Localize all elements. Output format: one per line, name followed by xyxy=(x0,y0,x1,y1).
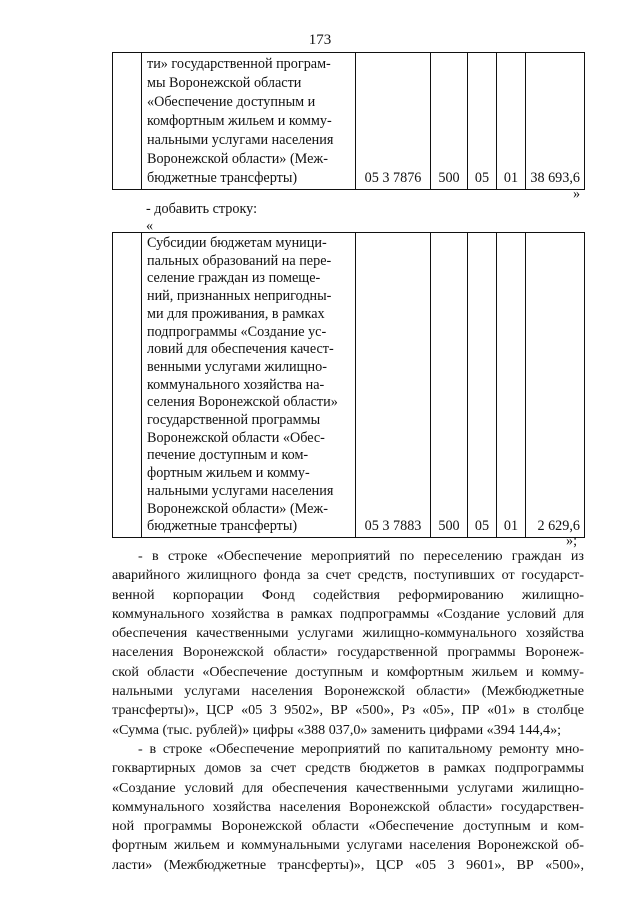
desc-line: коммунального хозяйства на- xyxy=(147,376,325,393)
desc-line: селения Воронежской области» xyxy=(147,394,338,411)
paragraph-line: коммунального хозяйства в рамках подпрограммы «Создание условий для xyxy=(112,605,584,622)
paragraph-line: «Создание условий для обеспечения качественными услугами жилищно- xyxy=(112,779,584,796)
amount-cell: 2 629,6 xyxy=(526,233,585,538)
paragraph-line: ласти» (Межбюджетные трансферты)», ЦСР «05 3 9601», ВР «500», xyxy=(112,856,584,873)
desc-line: подпрограммы «Создание ус- xyxy=(147,323,327,340)
amendment-paragraph xyxy=(112,547,584,740)
desc-line: Воронежской области «Обес- xyxy=(147,429,325,446)
vr-cell: 500 xyxy=(431,53,468,190)
desc-line: печение доступным и ком- xyxy=(147,447,309,464)
paragraph-line: фортным жильем и коммунальными услугами населения Воронежской об- xyxy=(112,837,584,854)
desc-line: комфортным жильем и комму- xyxy=(147,113,332,129)
table-row xyxy=(113,53,585,190)
add-row-instruction: - добавить строку: xyxy=(146,201,258,217)
page-number: 173 xyxy=(308,32,332,48)
desc-line: Воронежской области» (Меж- xyxy=(147,500,328,517)
desc-line: бюджетные трансферты) xyxy=(147,518,298,535)
paragraph-line: «Сумма (тыс. рублей)» цифры «388 037,0» заменить цифрами «394 144,4»; xyxy=(112,721,562,738)
empty-cell xyxy=(113,233,142,538)
paragraph-line: гоквартирных домов за счет средств бюджетов в рамках подпрограммы xyxy=(112,760,584,777)
rz-cell: 05 xyxy=(468,53,497,190)
paragraph-line: трансферты)», ЦСР «05 3 9502», ВР «500», Рз «05», ПР «01» в столбце xyxy=(112,702,584,719)
amount-cell: 38 693,6 xyxy=(526,53,585,190)
desc-line: нальными услугами населения xyxy=(147,482,334,499)
paragraph-line: обеспечения качественными услугами жилищно-коммунального хозяйства xyxy=(112,625,584,642)
close-quote: » xyxy=(573,186,581,202)
desc-line: мы Воронежской области xyxy=(147,75,302,91)
desc-line: государственной программы xyxy=(147,412,321,429)
paragraph-line: венной корпорации Фонд содействия реформированию жилищно- xyxy=(112,586,584,603)
pr-cell: 01 xyxy=(497,53,526,190)
desc-line: нальными услугами населения xyxy=(147,132,334,148)
paragraph-line: аварийного жилищного фонда за счет средств, поступивших от государст- xyxy=(112,567,584,584)
desc-line: «Обеспечение доступным и xyxy=(147,94,316,110)
desc-line: ний, признанных непригодны- xyxy=(147,288,332,305)
desc-line: пальных образований на пере- xyxy=(147,252,332,269)
csr-cell: 05 3 7883 xyxy=(356,233,431,538)
paragraph-line: нальными услугами населения Воронежской области» (Межбюджетные xyxy=(112,683,584,700)
row-description xyxy=(142,53,356,190)
paragraph-line: ской области «Обеспечение доступным и комфортным жильем и комму- xyxy=(112,663,584,680)
desc-line: селение граждан из помеще- xyxy=(147,270,321,287)
paragraph-line: ной программы Воронежской области «Обеспечение доступным и ком- xyxy=(112,818,584,835)
desc-line: Субсидии бюджетам муници- xyxy=(147,235,327,251)
pr-cell: 01 xyxy=(497,233,526,538)
close-quote: »; xyxy=(566,533,578,549)
paragraph-line: коммунального хозяйства населения Воронежской области» государствен- xyxy=(112,798,584,815)
desc-line: ти» государственной програм- xyxy=(147,56,331,72)
table-row xyxy=(113,233,585,538)
open-quote: « xyxy=(146,218,154,234)
desc-line: Воронежской области» (Меж- xyxy=(147,151,328,167)
desc-line: ловий для обеспечения качест- xyxy=(147,341,334,358)
desc-line: венными услугами жилищно- xyxy=(147,358,327,375)
empty-cell xyxy=(113,53,142,190)
budget-table-new-row xyxy=(112,232,585,538)
csr-cell: 05 3 7876 xyxy=(356,53,431,190)
amendment-paragraph xyxy=(112,740,584,875)
desc-line: фортным жильем и комму- xyxy=(147,465,310,482)
desc-line: бюджетные трансферты) xyxy=(147,170,298,186)
row-description xyxy=(142,233,356,538)
paragraph-line: - в строке «Обеспечение мероприятий по капитальному ремонту мно- xyxy=(138,741,584,757)
paragraph-line: - в строке «Обеспечение мероприятий по переселению граждан из xyxy=(138,548,584,564)
rz-cell: 05 xyxy=(468,233,497,538)
budget-table-continued xyxy=(112,52,585,190)
paragraph-line: населения Воронежской области» государственной программы Воронеж- xyxy=(112,644,584,661)
desc-line: ми для проживания, в рамках xyxy=(147,305,325,322)
vr-cell: 500 xyxy=(431,233,468,538)
